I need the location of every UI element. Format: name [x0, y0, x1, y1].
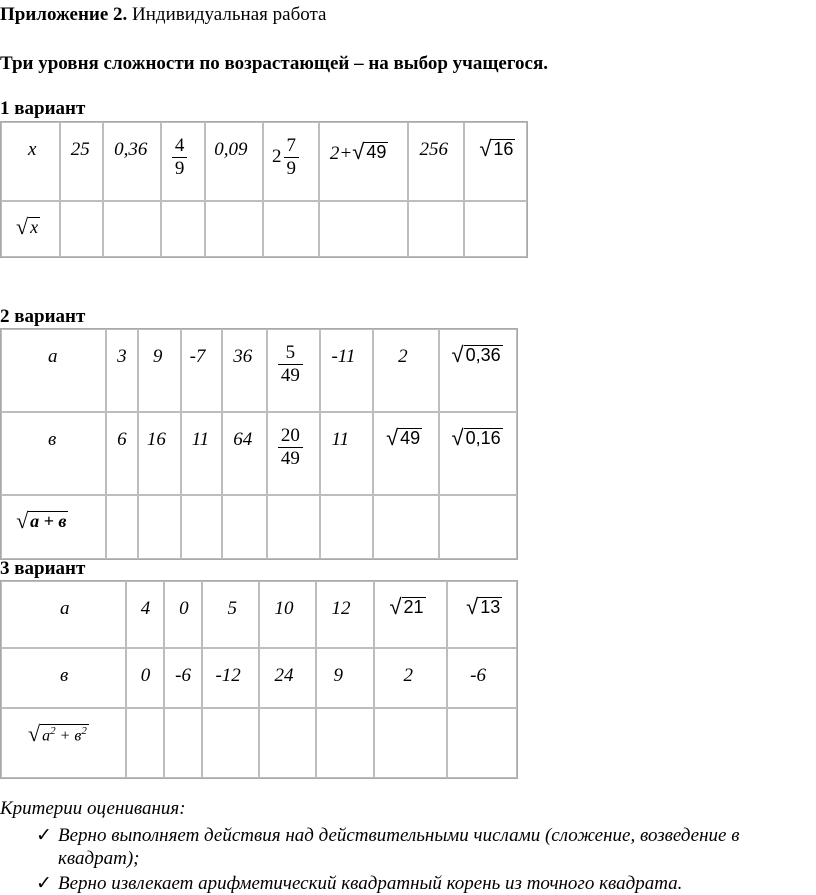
v3-answer-cell[interactable] [374, 708, 447, 778]
sqrt-radicand: 21 [403, 597, 424, 618]
expr-a: а [42, 727, 51, 745]
v2-answer-cell[interactable] [106, 495, 138, 559]
exponent: 2 [50, 725, 56, 738]
sqrt-radicand: 0,36 [465, 345, 501, 366]
v3-answer-cell[interactable] [126, 708, 164, 778]
variant-2-title: 2 вариант [0, 306, 86, 327]
v2-a-value: 3 [117, 346, 127, 367]
fraction-numerator: 7 [286, 135, 297, 156]
v1-answer-cell[interactable] [60, 201, 103, 257]
v3-answer-cell[interactable] [259, 708, 316, 778]
sum-prefix: 2+ [329, 143, 353, 164]
v2-answer-cell[interactable] [222, 495, 267, 559]
v1-answer-cell[interactable] [319, 201, 409, 257]
v3-answer-cell[interactable] [164, 708, 202, 778]
variant-1-title: 1 вариант [0, 98, 86, 119]
fraction-denominator: 49 [278, 447, 303, 470]
v1-x-label: x [28, 139, 37, 160]
v1-value: 0,09 [214, 139, 248, 160]
v1-sqrt: √ 16 [479, 136, 514, 161]
v3-a-value: 0 [179, 598, 189, 619]
v3-a-label: а [60, 598, 70, 619]
appendix-subtitle: Индивидуальная работа [127, 4, 327, 25]
v2-b-sqrt: √ 0,16 [451, 425, 501, 450]
sqrt-radicand: x [30, 217, 39, 238]
fraction-numerator: 4 [174, 135, 185, 156]
v2-a-value: 9 [152, 346, 163, 367]
v3-b-value: -12 [215, 665, 241, 686]
v2-answer-cell[interactable] [439, 495, 517, 559]
v1-answer-cell[interactable] [103, 201, 161, 257]
v3-b-value: 0 [140, 665, 151, 686]
criteria-text: Верно извлекает арифметический квадратный корень из точного квадрата. [58, 873, 683, 894]
v3-b-value: -6 [470, 665, 486, 686]
v1-value: 0,36 [114, 139, 148, 160]
v1-answer-cell[interactable] [263, 201, 319, 257]
v1-result-label: √ x [16, 214, 39, 239]
criteria-item [36, 872, 682, 895]
sqrt-radicand: 49 [366, 142, 387, 163]
v2-b-label: в [48, 429, 57, 450]
v1-value: 256 [419, 139, 448, 160]
fraction-numerator: 5 [285, 342, 296, 363]
v2-result-label: √ а + в [16, 508, 67, 533]
v2-b-value: 16 [146, 429, 166, 450]
fraction-denominator: 49 [278, 364, 303, 387]
v2-b-sqrt: √ 49 [386, 425, 421, 450]
v2-a-value: -11 [331, 346, 356, 367]
v3-answer-cell[interactable] [316, 708, 374, 778]
v3-b-value: -6 [175, 665, 191, 686]
exponent: 2 [81, 725, 87, 738]
appendix-title [0, 4, 326, 26]
v2-answer-cell[interactable] [138, 495, 181, 559]
sqrt-radicand: 16 [493, 139, 514, 160]
v2-a-fraction [278, 342, 303, 387]
appendix-label: Приложение 2. [0, 4, 128, 25]
v3-b-value: 2 [403, 665, 413, 686]
fraction-denominator: 9 [284, 157, 300, 180]
v3-result-label: √ $а^2 + в^2$ [28, 721, 87, 746]
v1-answer-cell[interactable] [161, 201, 205, 257]
criteria-item-continued: квадрат); [58, 848, 140, 869]
v2-b-value: 11 [191, 429, 210, 450]
expr-b: + в [55, 727, 82, 745]
v2-answer-cell[interactable] [181, 495, 223, 559]
v3-b-label: в [60, 665, 69, 686]
v2-a-value: -7 [189, 346, 206, 367]
criteria-text: Верно выполняет действия над действительными числами (сложение, возведение в [58, 825, 740, 846]
v2-a-sqrt: √ 0,36 [451, 342, 501, 367]
v3-a-sqrt: √ 13 [466, 594, 501, 619]
v3-answer-cell[interactable] [447, 708, 517, 778]
v1-answer-cell[interactable] [408, 201, 464, 257]
criteria-item [36, 824, 739, 847]
v2-a-value: 2 [398, 346, 408, 367]
variant-3-title: 3 вариант [0, 558, 86, 579]
sqrt-radicand: 0,16 [465, 428, 501, 449]
v3-a-sqrt: √ 21 [389, 594, 424, 619]
v1-value: 25 [70, 139, 90, 160]
fraction-numerator: 20 [280, 425, 300, 446]
criteria-title: Критерии оценивания: [0, 798, 186, 819]
v3-answer-cell[interactable] [202, 708, 259, 778]
sqrt-radicand: а + в [30, 511, 67, 532]
v3-a-value: 10 [274, 598, 294, 619]
v1-answer-cell[interactable] [464, 201, 527, 257]
v1-fraction [172, 135, 188, 180]
v3-a-value: 5 [227, 598, 237, 619]
mixed-whole: 2 [272, 146, 282, 168]
v2-b-value: 64 [233, 429, 253, 450]
sqrt-radicand: 49 [400, 428, 421, 449]
v2-a-value: 36 [233, 346, 253, 367]
levels-heading: Три уровня сложности по возрастающей – на выбор учащегося. [0, 53, 548, 74]
v2-answer-cell[interactable] [267, 495, 321, 559]
v2-answer-cell[interactable] [320, 495, 373, 559]
v2-answer-cell[interactable] [373, 495, 438, 559]
v2-b-value: 6 [117, 429, 127, 450]
fraction-denominator: 9 [172, 157, 188, 180]
variant-2-table [0, 328, 518, 560]
v3-b-value: 9 [333, 665, 343, 686]
v1-answer-cell[interactable] [205, 201, 263, 257]
check-icon: ✓ [36, 825, 52, 846]
v1-mixed-number [272, 135, 299, 180]
v2-b-fraction [278, 425, 303, 470]
v2-a-label: а [48, 346, 58, 367]
v1-sum-sqrt: 2+ √ 49 [329, 139, 387, 164]
check-icon: ✓ [36, 873, 52, 894]
v3-a-value: 12 [331, 598, 351, 619]
variant-1-table [0, 121, 528, 258]
v2-b-value: 11 [331, 429, 350, 450]
sqrt-radicand: 13 [480, 597, 501, 618]
v3-a-value: 4 [140, 598, 151, 619]
v3-b-value: 24 [274, 665, 294, 686]
variant-3-table [0, 580, 518, 779]
